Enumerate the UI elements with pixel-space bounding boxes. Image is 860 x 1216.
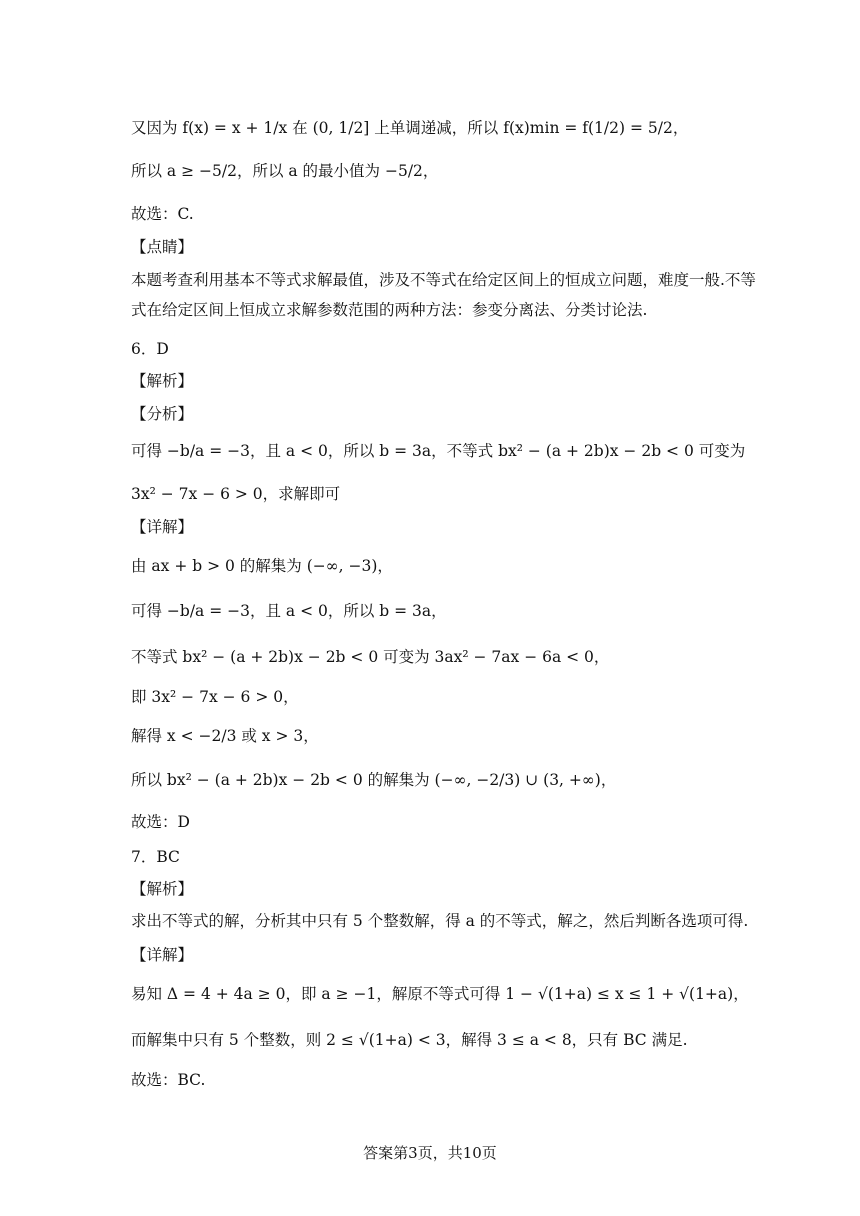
line-2: 所以 a ≥ −5/2，所以 a 的最小值为 −5/2，	[131, 162, 439, 180]
page-footer: 答案第3页，共10页	[363, 1144, 497, 1162]
analysis-heading-6: 【解析】	[131, 372, 194, 390]
q7-analysis-line: 求出不等式的解，分析其中只有 5 个整数解，得 a 的不等式，解之，然后判断各选项可得.	[131, 912, 749, 930]
q6-detail-line-5: 解得 x < −2/3 或 x > 3，	[131, 727, 319, 745]
q6-detail-line-6: 所以 bx² − (a + 2b)x − 2b < 0 的解集为 (−∞, −2/3) ∪ (3, +∞)，	[131, 771, 617, 789]
q7-conclusion: 故选：BC.	[131, 1071, 206, 1089]
q6-analysis-line-2: 3x² − 7x − 6 > 0，求解即可	[131, 485, 341, 503]
q6-analysis-line-1: 可得 −b/a = −3，且 a < 0，所以 b = 3a，不等式 bx² − (a + 2b)x − 2b < 0 可变为	[131, 442, 746, 460]
detail-heading-6: 【详解】	[131, 518, 194, 536]
question-7-answer: 7．BC	[131, 848, 180, 866]
breakdown-heading-6: 【分析】	[131, 405, 194, 423]
question-6-answer: 6．D	[131, 340, 169, 358]
q6-conclusion: 故选：D	[131, 813, 190, 831]
detail-heading-7: 【详解】	[131, 946, 194, 964]
comment-heading: 【点睛】	[131, 238, 194, 256]
analysis-heading-7: 【解析】	[131, 880, 194, 898]
q6-detail-line-3: 不等式 bx² − (a + 2b)x − 2b < 0 可变为 3ax² − 7ax − 6a < 0，	[131, 648, 610, 666]
q7-detail-line-1: 易知 Δ = 4 + 4a ≥ 0，即 a ≥ −1，解原不等式可得 1 − √(1+a) ≤ x ≤ 1 + √(1+a)，	[131, 985, 749, 1003]
comment-paragraph: 本题考查利用基本不等式求解最值，涉及不等式在给定区间上的恒成立问题，难度一般.不等式在给定区间上恒成立求解参数范围的两种方法：参变分离法、分类讨论法.	[131, 271, 756, 319]
q6-detail-line-2: 可得 −b/a = −3，且 a < 0，所以 b = 3a，	[131, 602, 447, 620]
line-3: 故选：C.	[131, 205, 194, 223]
q6-detail-line-4: 即 3x² − 7x − 6 > 0，	[131, 688, 299, 706]
q7-detail-line-2: 而解集中只有 5 个整数，则 2 ≤ √(1+a) < 3，解得 3 ≤ a < 8，只有 BC 满足.	[131, 1031, 688, 1049]
q6-detail-line-1: 由 ax + b > 0 的解集为 (−∞, −3)，	[131, 557, 393, 575]
line-1: 又因为 f(x) = x + 1/x 在 (0, 1/2] 上单调递减，所以 f(x)min = f(1/2) = 5/2，	[131, 119, 689, 137]
